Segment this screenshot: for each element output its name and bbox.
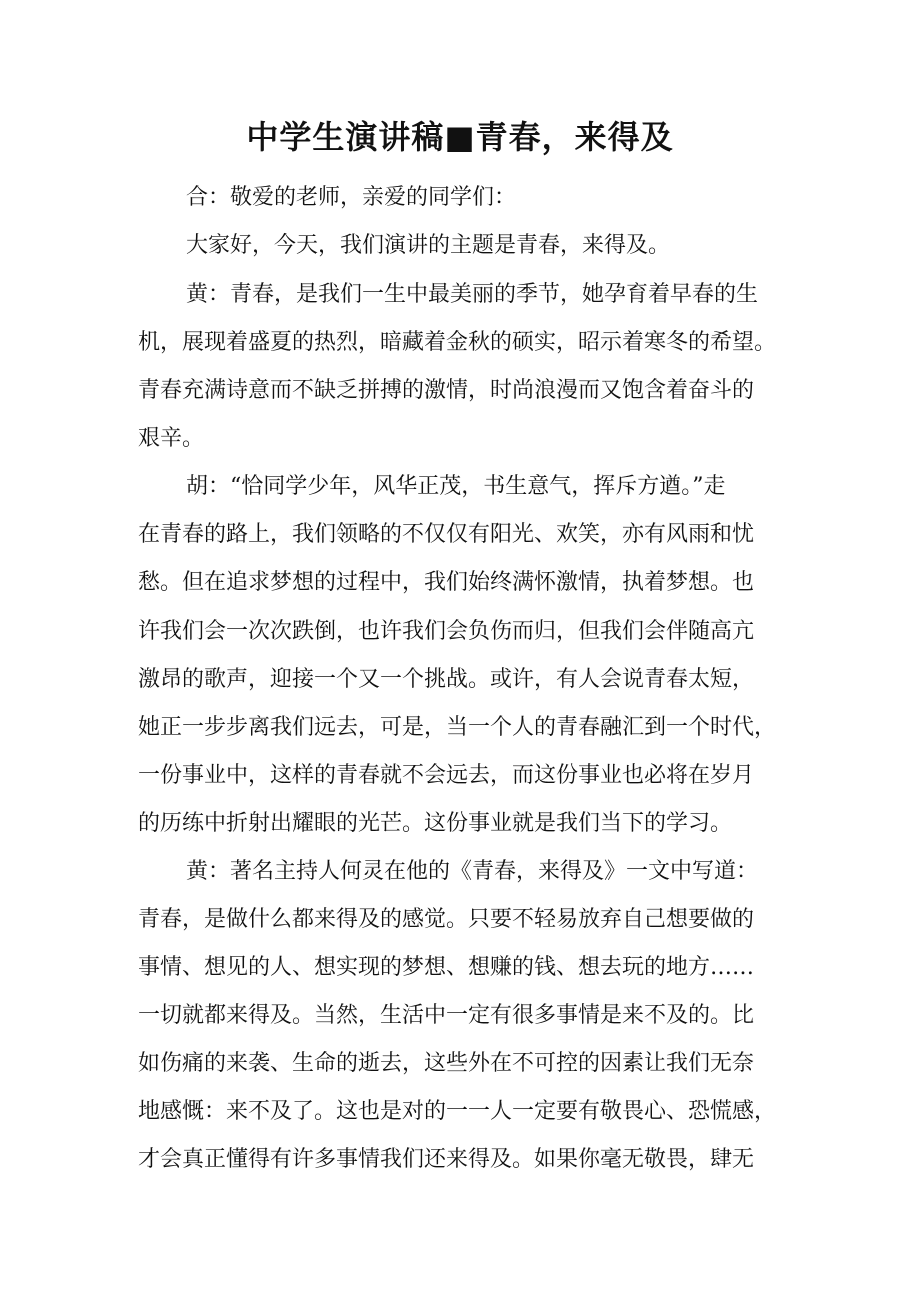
- text-line: 事情、想见的人、想实现的梦想、想赚的钱、想去玩的地方……: [138, 955, 755, 980]
- text-line: 她正一步步离我们远去，可是，当一个人的青春融汇到一个时代，: [138, 715, 777, 740]
- text-line: 合：敬爱的老师，亲爱的同学们：: [186, 185, 517, 210]
- text-line: 愁。但在追求梦想的过程中，我们始终满怀激情，执着梦想。也: [138, 570, 755, 595]
- text-line: 艰辛。: [138, 426, 205, 451]
- text-line: 地感慨：来不及了。这也是对的一一人一定要有敬畏心、恐慌感，: [138, 1099, 777, 1124]
- text-line: 机，展现着盛夏的热烈，暗藏着金秋的硕实，昭示着寒冬的希望。: [138, 330, 777, 355]
- text-line: 许我们会一次次跌倒，也许我们会负伤而归，但我们会伴随高亢: [138, 619, 755, 644]
- text-line: 激昂的歌声，迎接一个又一个挑战。或许，有人会说青春太短，: [138, 667, 755, 692]
- text-line: 如伤痛的来袭、生命的逝去，这些外在不可控的因素让我们无奈: [138, 1051, 755, 1076]
- text-line: 黄：著名主持人何灵在他的《青春，来得及》一文中写道：: [186, 859, 759, 884]
- text-line: 一份事业中，这样的青春就不会远去，而这份事业也必将在岁月: [138, 763, 755, 788]
- text-line: 大家好，今天，我们演讲的主题是青春，来得及。: [186, 233, 671, 258]
- text-line: 青春充满诗意而不缺乏拼搏的激情，时尚浪漫而又饱含着奋斗的: [138, 378, 755, 403]
- text-line: 在青春的路上，我们领略的不仅仅有阳光、欢笑，亦有风雨和忧: [138, 522, 755, 547]
- document-title: 中学生演讲稿■青春，来得及: [246, 118, 674, 156]
- text-line: 一切就都来得及。当然，生活中一定有很多事情是来不及的。比: [138, 1003, 755, 1028]
- text-line: 青春，是做什么都来得及的感觉。只要不轻易放弃自己想要做的: [138, 907, 755, 932]
- text-line: 胡：“恰同学少年，风华正茂，书生意气，挥斥方遒。”走: [186, 474, 726, 499]
- text-line: 的历练中折射出耀眼的光芒。这份事业就是我们当下的学习。: [138, 811, 733, 836]
- text-line: 黄：青春，是我们一生中最美丽的季节，她孕育着早春的生: [186, 282, 759, 307]
- text-line: 才会真正懂得有许多事情我们还来得及。如果你毫无敬畏，肆无: [138, 1147, 755, 1172]
